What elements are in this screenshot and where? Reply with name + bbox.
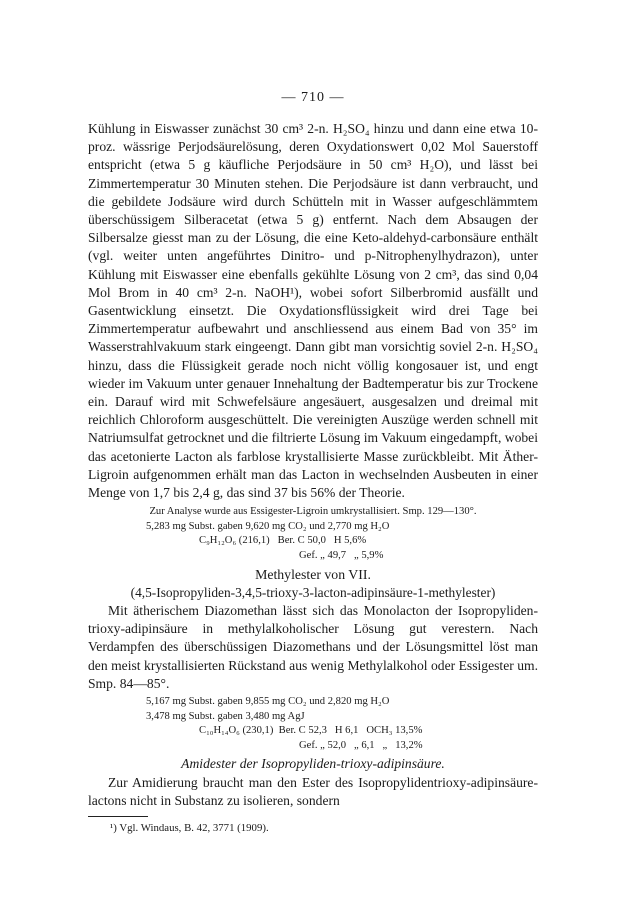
analysis-note: Zur Analyse wurde aus Essigester-Ligroin umkrystallisiert. Smp. 129—130°. [149,506,477,518]
analysis-found: Gef. „ 49,7 „ 5,9% [299,550,384,562]
document-page [88,90,538,835]
section-subtitle: (4,5-Isopropyliden-3,4,5-trioxy-3-lacton-adipinsäure-1-methylester) [130,584,496,600]
body-paragraph-esterification: Mit ätherischem Diazomethan lässt sich das Monolacton der Isopropyliden-trioxy-adipinsäure in methylalkoholischer Lösung gut verestern. Nach Verdampfen des überschüssigen Diazomethans und der Lösungsmittel löst man den meist krystallisierten Rückstand aus wenig Methylalkohol oder Essigester um. Smp. 84—85°. [88,603,538,691]
body-paragraph-procedure: Kühlung in Eiswasser zunächst 30 cm³ 2-n. H₂SO₄ hinzu und dann eine etwa 10-proz. wässrige Perjodsäurelösung, deren Oxydationswert 0,02 Mol Sauerstoff entspricht (etwa 5 g käufliche Perjodsäure in 50 cm³ H₂O), und lässt bei Zimmertemperatur 30 Minuten stehen. Die Perjodsäure ist dann verbraucht, und die gebildete Jodsäure wird durch Schütteln mit in Wasser aufgeschlämmtem überschüssigem Silberacetat (etwa 5 g) entfernt. Nach dem Absaugen der Silbersalze giesst man zu der Lösung, die eine Keto-aldehyd-carbonsäure enthält (vgl. weiter unten angeführtes Dinitro- und p-Nitrophenylhydrazon), unter Kühlung mit Eiswasser eine ebenfalls gekühlte Lösung von 2 cm³, das sind 0,04 Mol Brom in 40 cm³ 2-n. NaOH¹), wobei sofort Silberbromid ausfällt und Gasentwicklung einsetzt. Die Oxydationsflüssigkeit wird drei Tage bei Zimmertemperatur aufbewahrt und anschliessend aus einem Bad von 35° im Wasserstrahlvakuum stark eingeengt. Dann gibt man vorsichtig soviel 2-n. H₂SO₄ hinzu, dass die Flüssigkeit gerade noch nicht völlig kongosauer ist, und engt wieder im Vakuum unter genauer Innehaltung der Badtemperatur bis zur Trockene ein. Darauf wird mit Schwefelsäure angesäuert, ausgesalzen und dreimal mit reichlich Chloroform ausgeschüttelt. Die vereinigten Auszüge werden schnell mit Natriumsulfat getrocknet und die filtrierte Lösung im Vakuum eingedampft, wobei das acetonierte Lacton als farblose krystallisierte Masse zurückbleibt. Mit Äther-Ligroin aufgenommen erhält man das Lacton in wechselnden Ausbeuten in einer Menge von 1,7 bis 2,4 g, das sind 37 bis 56% der Theorie. [88,121,538,501]
footnote: ¹) Vgl. Windaus, B. 42, 3771 (1909). [110,822,269,835]
analysis-calculated: C₁₀H₁₄O₆ (230,1) Ber. C 52,3 H 6,1 OCH₃ 13,5% [199,725,423,737]
italic-heading: Amidester der Isopropyliden-trioxy-adipinsäure. [181,756,445,772]
analysis-measurement: 5,167 mg Subst. gaben 9,855 mg CO₂ und 2,820 mg H₂O [146,696,390,708]
footnote-divider [88,816,148,817]
body-paragraph-amidation: Zur Amidierung braucht man den Ester des Isopropylidentrioxy-adipinsäure-lactons nicht in Substanz zu isolieren, sondern [88,774,538,808]
analysis-measurement: 3,478 mg Subst. gaben 3,480 mg AgJ [146,710,305,722]
analysis-block-2 [88,695,538,753]
analysis-measurement: 5,283 mg Subst. gaben 9,620 mg CO₂ und 2,770 mg H₂O [146,520,390,532]
analysis-block-1 [88,505,538,563]
page-number: — 710 — [281,90,345,105]
analysis-calculated: C₉H₁₂O₆ (216,1) Ber. C 50,0 H 5,6% [199,535,367,547]
analysis-found: Gef. „ 52,0 „ 6,1 „ 13,2% [299,739,423,751]
section-title: Methylester von VII. [255,566,371,582]
